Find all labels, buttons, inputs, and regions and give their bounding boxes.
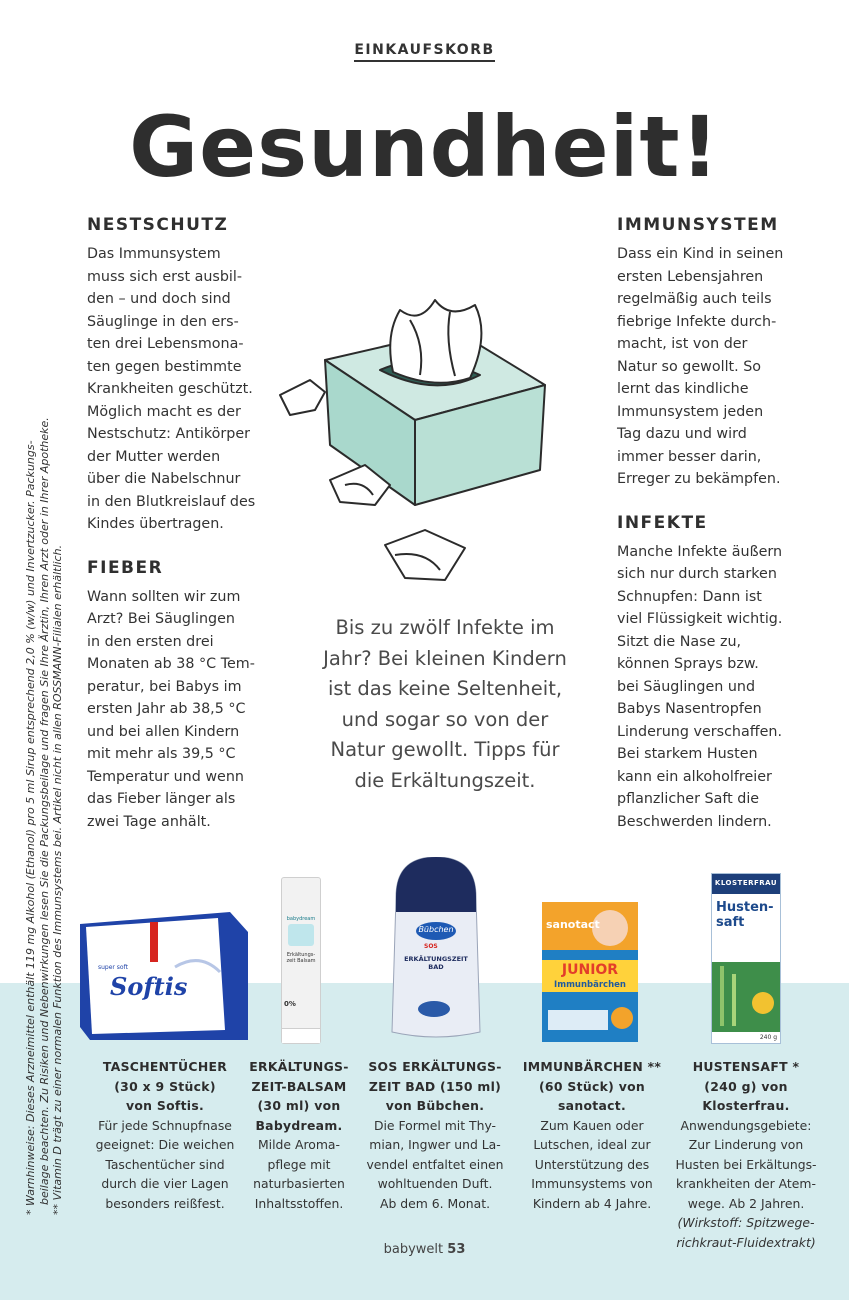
softis-logo: Softis — [110, 972, 188, 1001]
section-kicker: EINKAUFSKORB — [0, 42, 849, 58]
babydream-balsam-tube: babydream Erkältungs-zeit Balsam 0% — [281, 877, 321, 1044]
nestschutz-heading: NESTSCHUTZ — [87, 215, 229, 235]
page-title: Gesundheit! — [129, 98, 720, 196]
product-caption-sanotact: IMMUNBÄRCHEN ** (60 Stück) von sanotact. Zum Kauen oder Lutschen, ideal zur Unterstützung des Immunsystems von Kindern ab 4 Jahre. — [522, 1059, 662, 1211]
infekte-text: Manche Infekte äußern sich nur durch starken Schnupfen: Dann ist viel Flüssigkeit wichtig. Sitzt die Nase zu, können Sprays bzw. bei Säuglingen und Babys Nasentropfen Linderung verschaffen. Bei starkem Husten kann ein alkoholfreier pflanzlicher Saft die Beschwerden lindern. — [617, 543, 783, 830]
pull-quote: Bis zu zwölf Infekte im Jahr? Bei kleinen Kindern ist das keine Seltenheit, und sogar so von der Natur gewollt. Tipps für die Erkältungszeit. — [323, 616, 567, 792]
product-caption-buebchen: SOS ERKÄLTUNGS- ZEIT BAD (150 ml) von Bübchen. Die Formel mit Thy- mian, Ingwer und La- vendel entfaltet einen wohltuenden Duft. Ab dem 6. Monat. — [366, 1059, 504, 1211]
nestschutz-text: Das Immunsystem muss sich erst ausbil- den – und doch sind Säuglinge in den ers- ten drei Lebensmona- ten gegen bestimmte Krankheiten geschützt. Möglich macht es der Nestschutz: Antikörper der Mutter werden über die Nabelschnur in den Blutkreislauf des Kindes übertragen. — [87, 246, 256, 532]
klosterfrau-hustensaft-box: KLOSTERFRAU Husten-saft 240 g — [711, 873, 781, 1044]
immunsystem-heading: IMMUNSYSTEM — [617, 215, 779, 235]
page-footer — [0, 1242, 849, 1257]
sanotact-immunbaerchen-box: sanotact JUNIOR Immunbärchen — [540, 902, 640, 1042]
immunsystem-text: Dass ein Kind in seinen ersten Lebensjahren regelmäßig auch teils fiebrige Infekte durch- macht, ist von der Natur so gewollt. So lernt das kindliche Immunsystem jeden Tag dazu und wird immer besser darin, Erreger zu bekämpfen. — [617, 246, 784, 487]
infekte-heading: INFEKTE — [617, 512, 708, 533]
page-number: 53 — [447, 1242, 466, 1257]
left-column — [87, 215, 297, 833]
right-column — [617, 215, 817, 833]
product-caption-babydream: ERKÄLTUNGS- ZEIT-BALSAM (30 ml) von Babydream. Milde Aroma- pflege mit naturbasierten Inhaltsstoffen. — [249, 1059, 349, 1211]
fieber-heading: FIEBER — [87, 557, 164, 578]
buebchen-bath-bottle: Bübchen SOS ERKÄLTUNGSZEIT BAD — [388, 857, 484, 1042]
softis-tissue-pack: Softis super soft — [80, 912, 250, 1042]
warning-footnote: * Warnhinweise: Dieses Arzneimittel enthält 119 mg Alkohol (Ethanol) pro 5 ml Sirup entsprechend 2,0 % (w/w) und Invertzucker. Packungs- beilage beachten. Zu Risiken und Nebenwirkungen lesen Sie die Packungsbeilage und fragen Sie Ihre Ärztin, Ihren Arzt oder in Ihrer Apotheke. ** Vitamin D trägt zu einer normalen Funktion des Immunsystems bei. Artikel nicht in allen ROSSMANN-Filialen erhältlich. — [24, 417, 64, 1215]
tissue-box-illustration — [275, 280, 595, 600]
fieber-text: Wann sollten wir zum Arzt? Bei Säuglingen in den ersten drei Monaten ab 38 °C Tem- peratur, bei Babys im ersten Jahr ab 38,5 °C und bei allen Kindern mit mehr als 39,5 °C Temperatur und wenn das Fieber länger als zwei Tage anhält. — [87, 588, 255, 830]
magazine-name: babywelt — [383, 1242, 444, 1257]
product-caption-klosterfrau: HUSTENSAFT * (240 g) von Klosterfrau. Anwendungsgebiete: Zur Linderung von Husten bei Erkältungs- krankheiten der Atem- wege. Ab 2 Jahren. (Wirkstoff: Spitzwege- richkraut-Fluidextrakt) — [675, 1059, 817, 1250]
product-caption-softis: TASCHENTÜCHER (30 x 9 Stück) von Softis. Für jede Schnupfnase geeignet: Die weichen Taschentücher sind durch die vier Lagen besonders reißfest. — [95, 1059, 235, 1211]
